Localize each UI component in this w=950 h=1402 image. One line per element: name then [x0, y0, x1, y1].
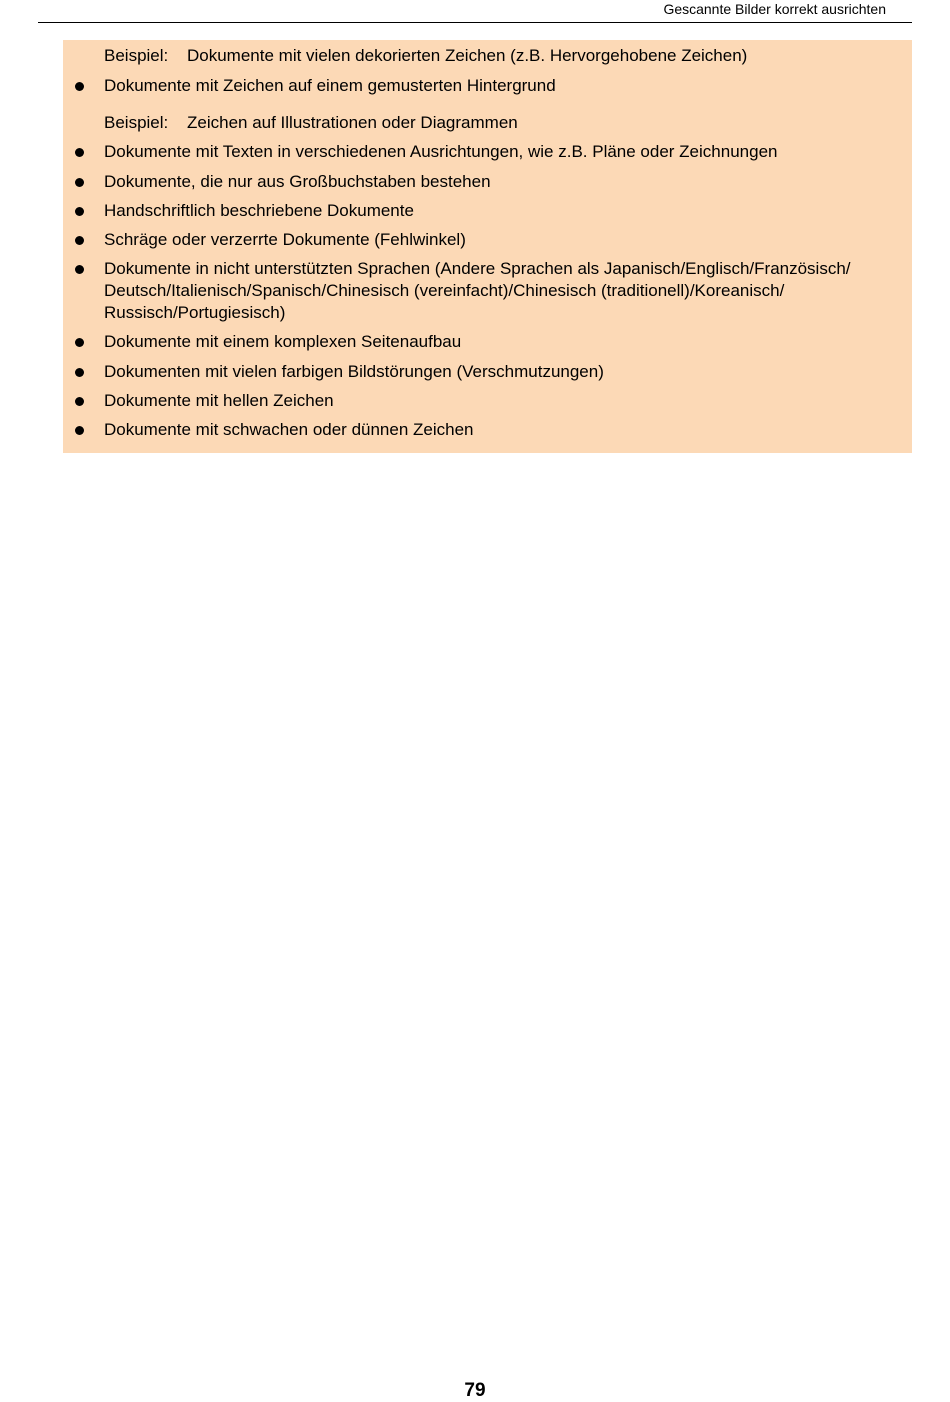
example-label: Beispiel:: [104, 113, 169, 132]
page-number: 79: [464, 1380, 486, 1401]
list-item-text: Dokumente mit Zeichen auf einem gemusterten Hintergrund: [104, 76, 556, 95]
bullet-icon: [75, 178, 84, 187]
bullet-icon: [75, 82, 84, 91]
example-text: Zeichen auf Illustrationen oder Diagrammen: [187, 113, 518, 132]
example-label: Beispiel:: [104, 46, 169, 65]
bullet-icon: [75, 368, 84, 377]
note-box: [63, 40, 912, 453]
header-divider: [38, 22, 912, 23]
list-item-text: Schräge oder verzerrte Dokumente (Fehlwinkel): [104, 230, 466, 249]
example-text: Dokumente mit vielen dekorierten Zeichen (z.B. Hervorgehobene Zeichen): [187, 46, 748, 65]
bullet-icon: [75, 338, 84, 347]
list-item-text: Dokumente mit Texten in verschiedenen Ausrichtungen, wie z.B. Pläne oder Zeichnungen: [104, 142, 778, 161]
running-header-title: Gescannte Bilder korrekt ausrichten: [663, 1, 886, 17]
list-item-text: Dokumenten mit vielen farbigen Bildstörungen (Verschmutzungen): [104, 362, 604, 381]
bullet-icon: [75, 426, 84, 435]
list-item-text: Dokumente mit schwachen oder dünnen Zeichen: [104, 420, 474, 439]
list-item-text: Dokumente in nicht unterstützten Sprachen (Andere Sprachen als Japanisch/Englisch/Französisch/ Deutsch/Italienisch/Spanisch/Chinesisch (vereinfacht)/Chinesisch (traditionell)/Koreanisch/ Russisch/Portugiesisch): [104, 259, 851, 322]
bullet-icon: [75, 236, 84, 245]
bullet-icon: [75, 397, 84, 406]
list-item-text: Dokumente mit hellen Zeichen: [104, 391, 334, 410]
bullet-icon: [75, 207, 84, 216]
list-item-text: Dokumente, die nur aus Großbuchstaben bestehen: [104, 172, 491, 191]
bullet-icon: [75, 265, 84, 274]
list-item-text: Dokumente mit einem komplexen Seitenaufbau: [104, 332, 462, 351]
bullet-icon: [75, 148, 84, 157]
list-item-text: Handschriftlich beschriebene Dokumente: [104, 201, 414, 220]
